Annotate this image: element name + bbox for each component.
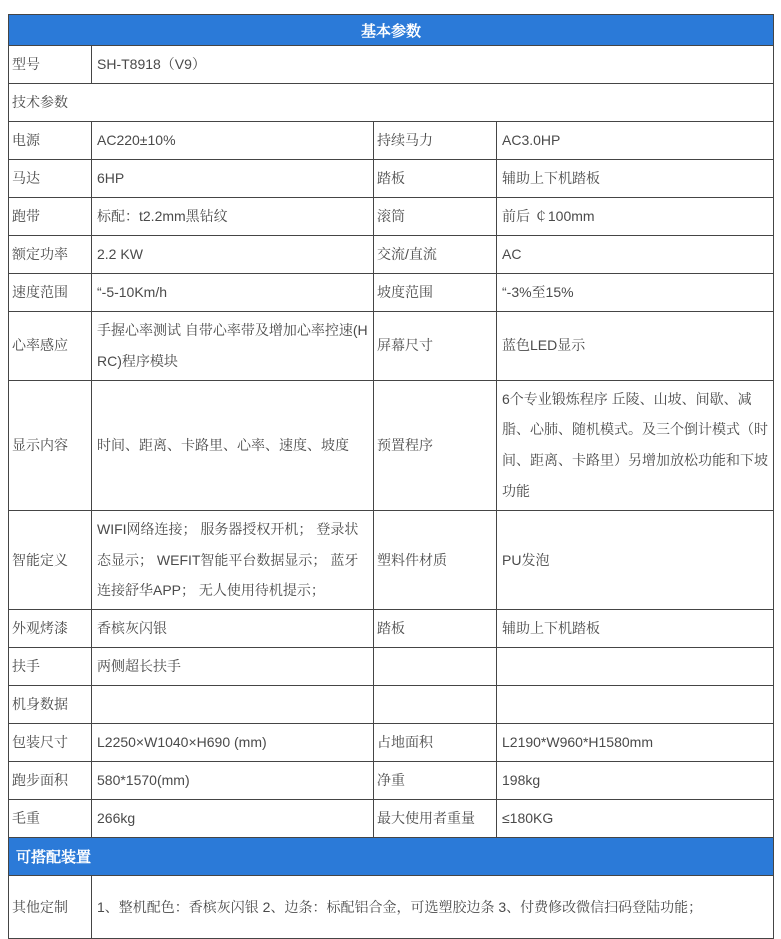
table-row (9, 762, 774, 800)
table-row (9, 724, 774, 762)
spec-value-cell: 手握心率测试 自带心率带及增加心率控速(HRC)程序模块 (92, 312, 374, 381)
spec-value-cell: SH-T8918（V9） (92, 46, 774, 84)
table-row (9, 236, 774, 274)
spec-value-cell: ≤180KG (497, 800, 774, 838)
spec-value-cell: “-5-10Km/h (92, 274, 374, 312)
spec-label-cell: 速度范围 (9, 274, 92, 312)
spec-label-cell: 交流/直流 (374, 236, 497, 274)
spec-value-cell: WIFI网络连接； 服务器授权开机； 登录状态显示； WEFIT智能平台数据显示； 蓝牙连接舒华APP； 无人使用待机提示； (92, 510, 374, 609)
table-row (9, 122, 774, 160)
spec-label-cell: 净重 (374, 762, 497, 800)
spec-value-cell: 580*1570(mm) (92, 762, 374, 800)
spec-label-cell: 外观烤漆 (9, 610, 92, 648)
spec-label-cell (374, 686, 497, 724)
spec-label-cell: 最大使用者重量 (374, 800, 497, 838)
spec-value-cell: 198kg (497, 762, 774, 800)
spec-label-cell: 跑步面积 (9, 762, 92, 800)
table-row (9, 198, 774, 236)
spec-label-cell: 屏幕尺寸 (374, 312, 497, 381)
spec-value-cell: 6个专业锻炼程序 丘陵、山坡、间歇、减脂、心肺、随机模式。及三个倒计模式（时间、距离、卡路里）另增加放松功能和下坡功能 (497, 380, 774, 510)
spec-label-cell: 踏板 (374, 160, 497, 198)
spec-value-cell: 两侧超长扶手 (92, 648, 374, 686)
spec-label-cell: 额定功率 (9, 236, 92, 274)
table-row (9, 84, 774, 122)
spec-value-cell: AC (497, 236, 774, 274)
table-row (9, 648, 774, 686)
spec-value-cell: 蓝色LED显示 (497, 312, 774, 381)
table-row (9, 800, 774, 838)
spec-label-cell: 型号 (9, 46, 92, 84)
spec-label-cell: 占地面积 (374, 724, 497, 762)
spec-label-cell: 包装尺寸 (9, 724, 92, 762)
spec-value-cell: 前后 ￠100mm (497, 198, 774, 236)
spec-label-cell: 滚筒 (374, 198, 497, 236)
table-row (9, 274, 774, 312)
spec-value-cell: L2190*W960*H1580mm (497, 724, 774, 762)
spec-value-cell: 6HP (92, 160, 374, 198)
table-row (9, 876, 774, 939)
spec-value-cell (92, 686, 374, 724)
spec-value-cell: 辅助上下机踏板 (497, 610, 774, 648)
spec-label-cell: 技术参数 (9, 84, 774, 122)
spec-label-cell: 跑带 (9, 198, 92, 236)
spec-value-cell: 2.2 KW (92, 236, 374, 274)
spec-value-cell: 香槟灰闪银 (92, 610, 374, 648)
table-row (9, 160, 774, 198)
spec-label-cell: 踏板 (374, 610, 497, 648)
table-row (9, 610, 774, 648)
spec-label-cell: 坡度范围 (374, 274, 497, 312)
spec-value-cell: 标配：t2.2mm黑钻纹 (92, 198, 374, 236)
table-row (9, 312, 774, 381)
spec-table (8, 14, 774, 939)
spec-value-cell: AC220±10% (92, 122, 374, 160)
table-row (9, 46, 774, 84)
spec-label-cell: 机身数据 (9, 686, 92, 724)
section-header-row (9, 838, 774, 876)
spec-label-cell: 心率感应 (9, 312, 92, 381)
spec-label-cell: 持续马力 (374, 122, 497, 160)
spec-label-cell: 预置程序 (374, 380, 497, 510)
spec-label-cell: 电源 (9, 122, 92, 160)
spec-label-cell: 其他定制 (9, 876, 92, 939)
table-row (9, 686, 774, 724)
spec-label-cell: 塑料件材质 (374, 510, 497, 609)
spec-value-cell: 辅助上下机踏板 (497, 160, 774, 198)
spec-label-cell: 毛重 (9, 800, 92, 838)
spec-label-cell (374, 648, 497, 686)
spec-label-cell: 扶手 (9, 648, 92, 686)
spec-value-cell (497, 648, 774, 686)
spec-value-cell: 1、整机配色：香槟灰闪银 2、边条：标配铝合金，可选塑胶边条 3、付费修改微信扫码登陆功能； (92, 876, 774, 939)
spec-label-cell: 马达 (9, 160, 92, 198)
spec-value-cell: AC3.0HP (497, 122, 774, 160)
spec-label-cell: 智能定义 (9, 510, 92, 609)
spec-value-cell (497, 686, 774, 724)
spec-value-cell: L2250×W1040×H690 (mm) (92, 724, 374, 762)
spec-table-body (9, 15, 774, 939)
section-title: 基本参数 (9, 15, 774, 46)
spec-value-cell: 时间、距离、卡路里、心率、速度、坡度 (92, 380, 374, 510)
section-title: 可搭配装置 (9, 838, 774, 876)
section-header-row (9, 15, 774, 46)
table-row (9, 510, 774, 609)
spec-value-cell: PU发泡 (497, 510, 774, 609)
spec-value-cell: “-3%至15% (497, 274, 774, 312)
spec-value-cell: 266kg (92, 800, 374, 838)
table-row (9, 380, 774, 510)
spec-label-cell: 显示内容 (9, 380, 92, 510)
